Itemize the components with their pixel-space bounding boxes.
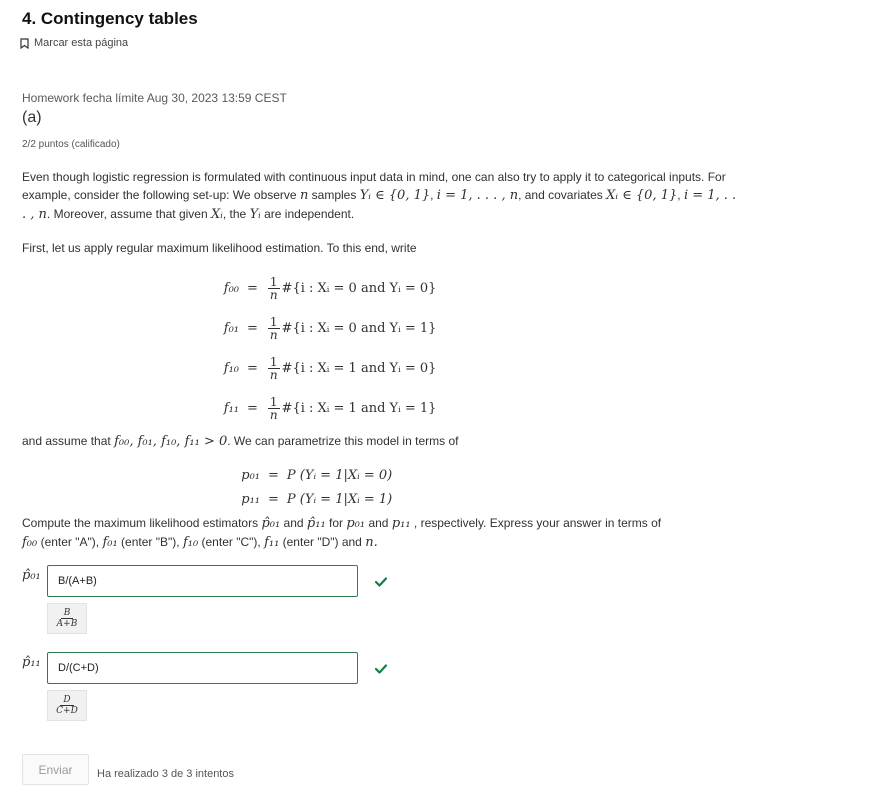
answer-input-p01[interactable] [47,565,358,597]
task-paragraph: Compute the maximum likelihood estimators p̂₀₁ and p̂₁₁ for p₀₁ and p₁₁ , respectively. Express your answer in terms of f₀₀ (enter "A"), f₀₁ (enter "B"), f₁₀ (enter "C"), f₁₁ (enter "D") and n. [22,516,662,550]
points-status: 2/2 puntos (calificado) [22,139,120,150]
answer-input-p11[interactable] [47,652,358,684]
answer-preview-p11: D C+D [47,690,87,721]
attempts-status: Ha realizado 3 de 3 intentos [97,768,234,780]
due-date: Homework fecha límite Aug 30, 2023 13:59 CEST [22,91,287,105]
equation-f01: f₀₁ = $\frac{1}{n}$ #{i : Xᵢ = 0 and Yᵢ = 1} [223,315,437,342]
intro-paragraph: Even though logistic regression is formulated with continuous input data in mind, one can also try to apply it to categorical inputs. For example, consider the following set-up: We observe n samples Yᵢ ∈ {0, 1}, i = 1, . . . , n, and covariates Xᵢ ∈ {0, 1}, i = 1, . . . , n. Moreover, assume that given Xᵢ, the Yᵢ are independent. [22,170,737,222]
bookmark-label: Marcar esta página [34,37,129,49]
assumption-paragraph: and assume that f₀₀, f₀₁, f₁₀, f₁₁ > 0. We can parametrize this model in terms of [22,434,459,449]
page-title: 4. Contingency tables [22,9,198,28]
submit-button[interactable]: Enviar [22,754,89,785]
answer-preview-p01: B A+B [47,603,87,634]
subpart-label: (a) [22,109,42,126]
answer-label-p01: p̂₀₁ [22,568,41,583]
equation-p01: p₀₁ = P (Yᵢ = 1|Xᵢ = 0) [241,468,393,483]
bookmark-button[interactable] [20,37,128,49]
equation-p11: p₁₁ = P (Yᵢ = 1|Xᵢ = 1) [241,492,393,507]
bookmark-icon [20,38,29,49]
mle-intro: First, let us apply regular maximum likelihood estimation. To this end, write [22,241,417,255]
equation-f10: f₁₀ = $\frac{1}{n}$ #{i : Xᵢ = 1 and Yᵢ = 0} [223,355,437,382]
equation-f11: f₁₁ = $\frac{1}{n}$ #{i : Xᵢ = 1 and Yᵢ = 1} [223,395,437,422]
answer-label-p11: p̂₁₁ [22,655,41,670]
correct-check-icon [375,664,387,674]
correct-check-icon [375,577,387,587]
equation-f00: f₀₀ = $\frac{1}{n}$ #{i : Xᵢ = 0 and Yᵢ = 0} [223,275,437,302]
